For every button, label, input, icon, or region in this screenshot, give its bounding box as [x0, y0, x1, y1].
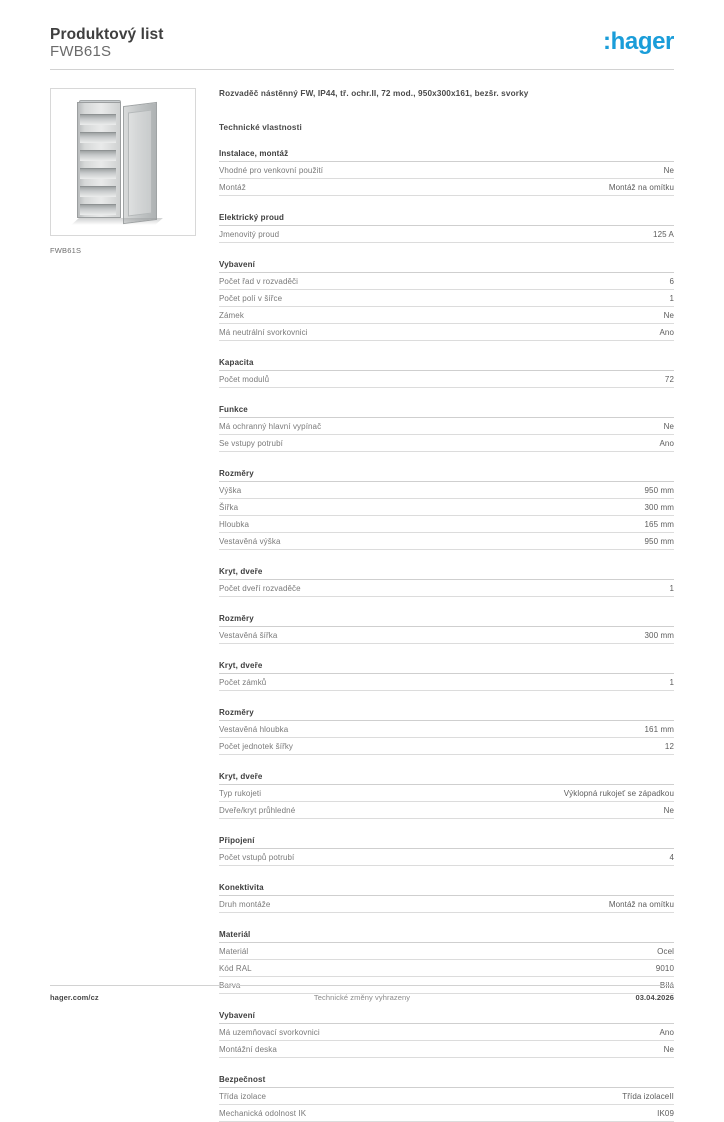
specification-group-title: Konektivita — [219, 883, 674, 896]
specification-row — [219, 499, 674, 516]
specification-group-title: Rozměry — [219, 708, 674, 721]
specification-value: Ne — [663, 166, 674, 175]
specification-row — [219, 896, 674, 913]
cabinet-row — [80, 114, 116, 125]
cabinet-door — [123, 102, 157, 224]
specification-group — [219, 469, 674, 550]
specification-row — [219, 1088, 674, 1105]
specification-row — [219, 849, 674, 866]
specification-label: Počet jednotek šířky — [219, 742, 294, 751]
specification-label: Mechanická odolnost IK — [219, 1109, 307, 1118]
specification-group-title: Připojení — [219, 836, 674, 849]
specification-group — [219, 836, 674, 866]
specification-label: Jmenovitý proud — [219, 230, 280, 239]
specification-group — [219, 567, 674, 597]
page-title: Produktový list — [50, 26, 164, 43]
specification-row — [219, 1105, 674, 1122]
specification-label: Vestavěná výška — [219, 537, 281, 546]
specification-label: Montáž — [219, 183, 246, 192]
specification-group-title: Rozměry — [219, 469, 674, 482]
footer-divider — [50, 985, 674, 986]
specification-group-title: Kryt, dveře — [219, 567, 674, 580]
distribution-cabinet-illustration — [71, 100, 177, 226]
specification-group-title: Kryt, dveře — [219, 661, 674, 674]
specification-value: 165 mm — [644, 520, 674, 529]
specification-row — [219, 738, 674, 755]
specification-label: Vestavěná šířka — [219, 631, 278, 640]
specification-row — [219, 482, 674, 499]
specification-group — [219, 772, 674, 819]
specification-row — [219, 307, 674, 324]
specifications-column — [219, 88, 674, 1122]
footer-disclaimer: Technické změny vyhrazeny — [313, 993, 411, 1002]
specification-value: Ne — [663, 806, 674, 815]
specification-label: Hloubka — [219, 520, 250, 529]
specification-row — [219, 802, 674, 819]
specification-value: Ne — [663, 422, 674, 431]
product-reference: FWB61S — [50, 43, 112, 60]
specification-value: 125 A — [653, 230, 674, 239]
specification-group — [219, 883, 674, 913]
specification-value: IK09 — [657, 1109, 674, 1118]
specification-label: Typ rukojeti — [219, 789, 262, 798]
specification-value: Montáž na omítku — [608, 183, 674, 192]
specification-label: Výška — [219, 486, 242, 495]
cabinet-row — [80, 168, 116, 179]
product-image-caption: FWB61S — [50, 246, 82, 255]
specification-value: 950 mm — [644, 537, 674, 546]
product-description: Rozvaděč nástěnný FW, IP44, tř. ochr.II, 72 mod., 950x300x161, bezšr. svorky — [219, 89, 529, 98]
specification-label: Vestavěná hloubka — [219, 725, 289, 734]
cabinet-row — [80, 150, 116, 161]
specification-group — [219, 614, 674, 644]
specification-group — [219, 405, 674, 452]
specification-value: 950 mm — [644, 486, 674, 495]
specification-group-title: Vybavení — [219, 260, 674, 273]
specification-row — [219, 785, 674, 802]
specification-row — [219, 418, 674, 435]
specification-row — [219, 721, 674, 738]
specification-row — [219, 162, 674, 179]
specification-row — [219, 943, 674, 960]
specification-group — [219, 1011, 674, 1058]
specification-label: Dveře/kryt průhledné — [219, 806, 296, 815]
specification-value: 9010 — [655, 964, 674, 973]
specification-value: 12 — [664, 742, 674, 751]
specification-label: Má neutrální svorkovnici — [219, 328, 308, 337]
specification-row — [219, 290, 674, 307]
cabinet-door-panel — [128, 110, 152, 217]
specification-row — [219, 435, 674, 452]
specification-group-title: Instalace, montáž — [219, 149, 674, 162]
specification-value: Ano — [659, 1028, 674, 1037]
specification-label: Zámek — [219, 311, 244, 320]
specification-label: Se vstupy potrubí — [219, 439, 283, 448]
specification-row — [219, 226, 674, 243]
specification-group-title: Funkce — [219, 405, 674, 418]
specification-group — [219, 260, 674, 341]
specification-value: 300 mm — [644, 631, 674, 640]
specification-row — [219, 627, 674, 644]
specification-value: Ano — [659, 328, 674, 337]
specification-value: Ne — [663, 311, 674, 320]
specification-row — [219, 371, 674, 388]
specification-group — [219, 149, 674, 196]
footer-date: 03.04.2026 — [635, 993, 674, 1002]
specification-group-title: Kapacita — [219, 358, 674, 371]
specification-value: Ne — [663, 1045, 674, 1054]
specification-group-title: Materiál — [219, 930, 674, 943]
specification-group-title: Kryt, dveře — [219, 772, 674, 785]
specification-label: Počet modulů — [219, 375, 270, 384]
cabinet-shadow — [71, 218, 163, 225]
page-header — [50, 26, 674, 70]
specification-label: Počet řad v rozvaděči — [219, 277, 299, 286]
specification-value: 6 — [669, 277, 674, 286]
specification-label: Má uzemňovací svorkovnici — [219, 1028, 320, 1037]
specification-row — [219, 1041, 674, 1058]
specification-value: 1 — [669, 678, 674, 687]
cabinet-row — [80, 132, 116, 143]
specification-label: Kód RAL — [219, 964, 252, 973]
specification-group — [219, 358, 674, 388]
header-divider — [50, 69, 674, 70]
specification-group — [219, 661, 674, 691]
specification-groups — [219, 149, 674, 1122]
cabinet-row — [80, 186, 116, 197]
footer-website[interactable]: hager.com/cz — [50, 993, 99, 1002]
specification-label: Druh montáže — [219, 900, 271, 909]
specification-label: Počet zámků — [219, 678, 267, 687]
product-image — [50, 88, 196, 236]
product-figure — [50, 88, 198, 255]
specification-value: 161 mm — [644, 725, 674, 734]
specification-label: Montážní deska — [219, 1045, 277, 1054]
specification-label: Počet vstupů potrubí — [219, 853, 295, 862]
hager-logo: :hager — [603, 28, 674, 55]
specification-group-title: Vybavení — [219, 1011, 674, 1024]
specification-row — [219, 324, 674, 341]
specification-row — [219, 580, 674, 597]
specification-group-title: Elektrický proud — [219, 213, 674, 226]
specification-value: 72 — [664, 375, 674, 384]
specification-value: Třída izolaceII — [622, 1092, 674, 1101]
specification-label: Materiál — [219, 947, 249, 956]
specification-group-title: Bezpečnost — [219, 1075, 674, 1088]
specification-label: Třída izolace — [219, 1092, 267, 1101]
specification-label: Má ochranný hlavní vypínač — [219, 422, 322, 431]
specification-label: Vhodné pro venkovní použití — [219, 166, 324, 175]
specification-row — [219, 516, 674, 533]
specification-value: 1 — [669, 294, 674, 303]
specification-group — [219, 1075, 674, 1122]
specification-value: Ocel — [657, 947, 674, 956]
specification-group-title: Rozměry — [219, 614, 674, 627]
specification-value: 300 mm — [644, 503, 674, 512]
specification-row — [219, 1024, 674, 1041]
specification-group — [219, 213, 674, 243]
specification-label: Počet polí v šířce — [219, 294, 283, 303]
specification-row — [219, 179, 674, 196]
specification-value: Ano — [659, 439, 674, 448]
specification-label: Počet dveří rozvaděče — [219, 584, 301, 593]
specification-row — [219, 674, 674, 691]
specification-row — [219, 273, 674, 290]
specification-value: Výklopná rukojeť se západkou — [563, 789, 674, 798]
specification-label: Šířka — [219, 503, 239, 512]
specification-value: Montáž na omítku — [608, 900, 674, 909]
specifications-title: Technické vlastnosti — [219, 123, 302, 132]
cabinet-row — [80, 204, 116, 215]
specification-value: 4 — [669, 853, 674, 862]
page-footer — [50, 993, 674, 1007]
specification-row — [219, 533, 674, 550]
specification-group — [219, 708, 674, 755]
specification-row — [219, 960, 674, 977]
specification-value: 1 — [669, 584, 674, 593]
